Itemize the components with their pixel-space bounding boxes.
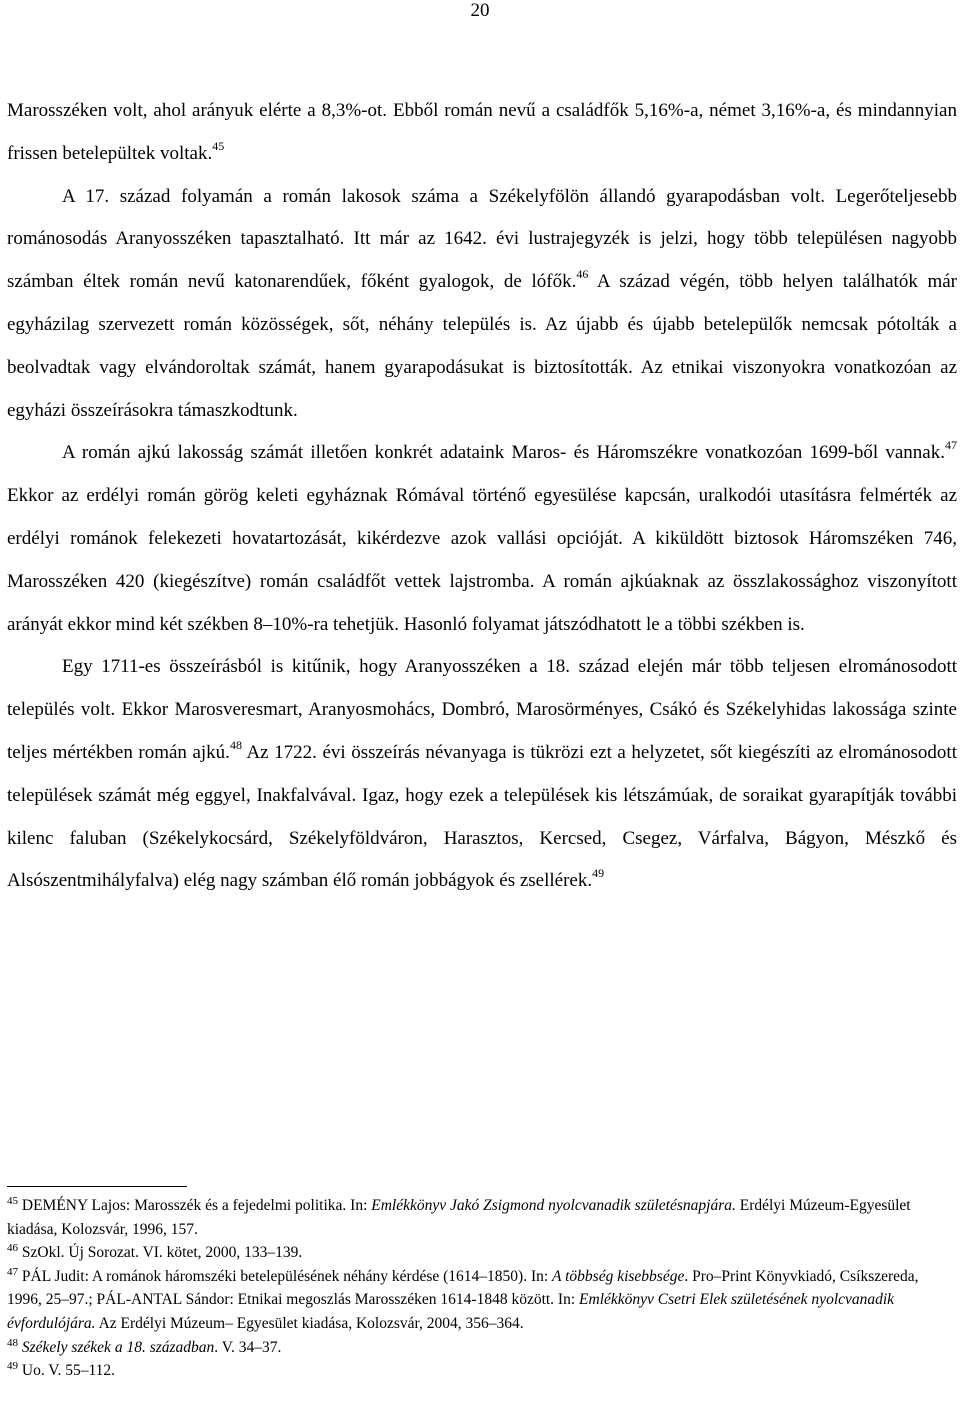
paragraph-text: Marosszéken volt, ahol arányuk elérte a 8,3%-ot. Ebből román nevű a családfők 5,16%-a, német 3,16%-a, és mindannyian frissen betelepültek voltak. — [7, 100, 957, 164]
footnote — [7, 1194, 957, 1241]
footnote-ref[interactable]: 49 — [592, 866, 605, 881]
paragraph — [7, 176, 957, 433]
footnote-ref[interactable]: 48 — [229, 737, 242, 752]
footnote-ref[interactable]: 45 — [212, 138, 225, 153]
footnote — [7, 1241, 957, 1265]
footnote-text: SzOkl. Új Sorozat. VI. kötet, 2000, 133–139. — [18, 1244, 303, 1262]
footnote-ref[interactable]: 47 — [945, 438, 957, 453]
footnote-text: PÁL Judit: A románok háromszéki betelepülésének néhány kérdése (1614–1850). In: — [18, 1267, 553, 1285]
footnote-text: . V. 34–37. — [214, 1338, 282, 1356]
footnote-text: . Pro–Print Könyvkiadó, Csíkszereda, 1996, 25–97.; PÁL-ANTAL Sándor: Etnikai megoszlás Marosszéken 1614-1848 között. In: — [7, 1267, 919, 1309]
footnote-title: A többség kisebbsége — [552, 1267, 685, 1285]
footnote-title: Székely székek a 18. században — [21, 1338, 215, 1356]
footnote-number: 49 — [7, 1360, 18, 1373]
paragraph-text: A 17. század folyamán a román lakosok száma a Székelyfölön állandó gyarapodásban volt. Legerőteljesebb románosodás Aranyosszéken tapasztalható. Itt már az 1642. évi lustrajegyzék is jelzi, hogy több településen nagyobb számban éltek román nevű katonarendűek, főként gyalogok, de lófők. — [7, 185, 957, 293]
footnote-text: Erdélyi Múzeum-Egyesület kiadása, Kolozsvár, 1996, 157. — [7, 1197, 911, 1238]
footnote — [7, 1359, 957, 1383]
footnote — [7, 1336, 957, 1360]
footnote-text: Az Erdélyi Múzeum– Egyesület kiadása, Kolozsvár, 2004, 356–364. — [95, 1314, 524, 1332]
footnote-number: 46 — [7, 1242, 18, 1255]
footnote-number: 45 — [7, 1195, 18, 1207]
paragraph — [7, 90, 957, 176]
paragraph-text: Ekkor az erdélyi román görög keleti egyháznak Rómával történő egyesülése kapcsán, uralkodói utasításra felmérték az erdélyi románok felekezeti hovatartozását, kikérdezve azok vallási opcióját. A kiküldött biztosok Háromszéken 746, Marosszéken 420 (kiegészítve) román családfőt vettek lajstromba. A román ajkúaknak az összlakossághoz viszonyított arányát ekkor mind két székben 8–10%-ra tehetjük. Hasonló folyamat játszódhatott le a többi székben is. — [7, 485, 957, 635]
footnote-divider — [7, 1186, 187, 1187]
footnote-number: 48 — [7, 1336, 18, 1349]
paragraph-text: A román ajkú lakosság számát illetően konkrét adataink Maros- és Háromszékre vonatkozóan 1699-ből vannak. — [62, 442, 945, 464]
footnote-ref[interactable]: 46 — [576, 267, 589, 282]
footnote-title: Emlékkönyv Csetri Elek születésének nyolcvanadik évfordulójára. — [7, 1291, 895, 1332]
body-text — [7, 90, 957, 903]
footnote-text: Uo. V. 55–112. — [18, 1362, 116, 1380]
footnote-number: 47 — [7, 1265, 18, 1278]
footnote-title: Emlékkönyv Jakó Zsigmond nyolcvanadik születésnapjára. — [371, 1197, 736, 1214]
paragraph — [7, 646, 957, 903]
footnote-text: DEMÉNY Lajos: Marosszék és a fejedelmi politika. In: — [18, 1197, 372, 1214]
paragraph — [7, 432, 957, 646]
paragraph-text: Az 1722. évi összeírás névanyaga is tükrözi ezt a helyzetet, sőt kiegészíti az elrománosodott települések számát még eggyel, Inakfalvával. Igaz, hogy ezek a települések kis létszámúak, de soraikat gyarapítják további kilenc faluban (Székelykocsárd, Székelyföldváron, Harasztos, Kercsed, Csegez, Várfalva, Bágyon, Mészkő és Alsószentmihályfalva) elég nagy számban élő román jobbágyok és zsellérek. — [7, 741, 957, 892]
page-number: 20 — [470, 0, 490, 21]
footnotes — [7, 1194, 957, 1383]
footnote — [7, 1265, 957, 1336]
paragraph-text: A század végén, több helyen találhatók már egyházilag szervezett román közösségek, sőt, néhány település is. Az újabb és újabb betelepülők nemcsak pótolták a beolvadtak vagy elvándoroltak számát, hanem gyarapodásukat is biztosították. Az etnikai viszonyokra vonatkozóan az egyházi összeírásokra támaszkodtunk. — [7, 271, 958, 421]
paragraph-text: Egy 1711-es összeírásból is kitűnik, hogy Aranyosszéken a 18. század elején már több teljesen elrománosodott település volt. Ekkor Marosveresmart, Aranyosmohács, Dombró, Marosörményes, Csákó és Székelyhidas lakossága szinte teljes mértékben román ajkú. — [7, 656, 957, 763]
